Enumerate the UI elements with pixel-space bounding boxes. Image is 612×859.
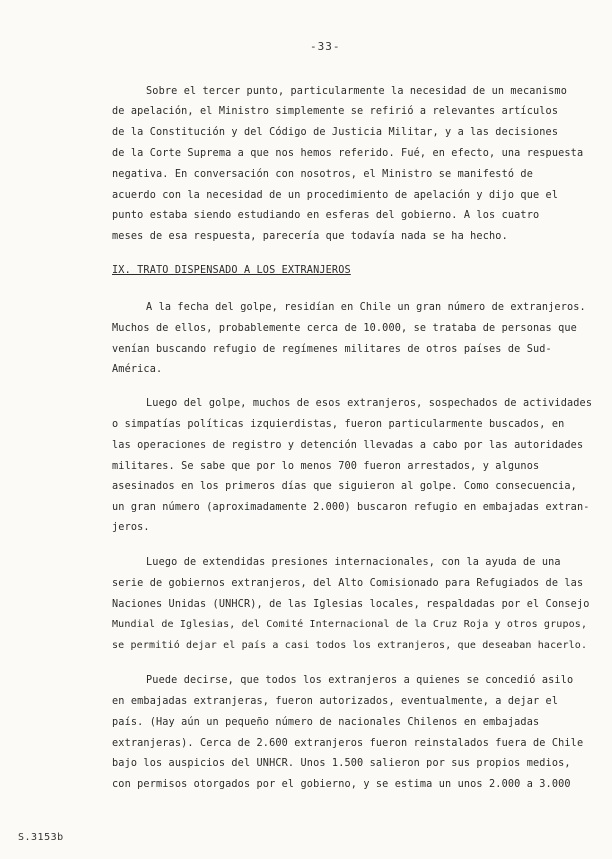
paragraph-2-line-1: A la fecha del golpe, residían en Chile un gran número de extranjeros.	[146, 302, 586, 313]
paragraph-3-line-3: las operaciones de registro y detención llevadas a cabo por las autoridades	[112, 440, 584, 451]
paragraph-1-line-1: Sobre el tercer punto, particularmente la necesidad de un mecanismo	[146, 86, 567, 97]
paragraph-2-line-4: América.	[112, 364, 163, 375]
paragraph-4-line-2: serie de gobiernos extranjeros, del Alto Comisionado para Refugiados de las	[112, 578, 584, 589]
paragraph-3-line-2: o simpatías políticas izquierdistas, fueron particularmente buscados, en	[112, 419, 565, 430]
paragraph-5-line-1: Puede decirse, que todos los extranjeros a quienes se concedió asilo	[146, 675, 574, 686]
paragraph-5-line-6: con permisos otorgados por el gobierno, y se estima un unos 2.000 a 3.000	[112, 779, 571, 790]
paragraph-1-line-6: acuerdo con la necesidad de un procedimiento de apelación y dijo que el	[112, 190, 559, 201]
paragraph-1-line-2: de apelación, el Ministro simplemente se refirió a relevantes artículos	[112, 106, 559, 117]
paragraph-2-line-2: Muchos de ellos, probablemente cerca de 10.000, se trataba de personas que	[112, 323, 577, 334]
paragraph-1-line-5: negativa. En conversación con nosotros, el Ministro se manifestó de	[112, 169, 533, 180]
paragraph-4-line-5: se permitió dejar el país a casi todos los extranjeros, que deseaban hacerlo.	[112, 640, 588, 651]
paragraph-3-line-6: un gran número (aproximadamente 2.000) buscaron refugio en embajadas extran-	[112, 502, 590, 513]
paragraph-4-line-3: Naciones Unidas (UNHCR), de las Iglesias locales, respaldadas por el Consejo	[112, 599, 590, 610]
section-heading: IX. TRATO DISPENSADO A LOS EXTRANJEROS	[112, 265, 351, 276]
paragraph-1-line-7: punto estaba siendo estudiando en esferas del gobierno. A los cuatro	[112, 210, 540, 221]
page-number: -33-	[310, 40, 341, 53]
paragraph-1-line-4: de la Corte Suprema a que nos hemos referido. Fué, en efecto, una respuesta	[112, 148, 584, 159]
paragraph-1-line-3: de la Constitución y del Código de Justicia Militar, y a las decisiones	[112, 127, 559, 138]
margin-reference-code: S.3153b	[18, 832, 64, 843]
paragraph-5-line-3: país. (Hay aún un pequeño número de nacionales Chilenos en embajadas	[112, 717, 540, 728]
paragraph-3-line-7: jeros.	[112, 522, 150, 533]
paragraph-1-line-8: meses de esa respuesta, parecería que todavía nada se ha hecho.	[112, 231, 508, 242]
paragraph-5-line-5: bajo los auspicios del UNHCR. Unos 1.500 salieron por sus propios medios,	[112, 758, 571, 769]
paragraph-2-line-3: venían buscando refugio de regímenes militares de otros países de Sud-	[112, 344, 552, 355]
paragraph-5-line-2: en embajadas extranjeras, fueron autorizados, eventualmente, a dejar el	[112, 696, 559, 707]
paragraph-4-line-1: Luego de extendidas presiones internacionales, con la ayuda de una	[146, 557, 561, 568]
paragraph-5-line-4: extranjeras). Cerca de 2.600 extranjeros fueron reinstalados fuera de Chile	[112, 738, 584, 749]
paragraph-3-line-5: asesinados en los primeros días que siguieron al golpe. Como consecuencia,	[112, 481, 577, 492]
paragraph-3-line-4: militares. Se sabe que por lo menos 700 fueron arrestados, y algunos	[112, 461, 540, 472]
paragraph-4-line-4: Mundial de Iglesias, del Comité Internacional de la Cruz Roja y otros grupos,	[112, 619, 588, 630]
paragraph-3-line-1: Luego del golpe, muchos de esos extranjeros, sospechados de actividades	[146, 398, 593, 409]
